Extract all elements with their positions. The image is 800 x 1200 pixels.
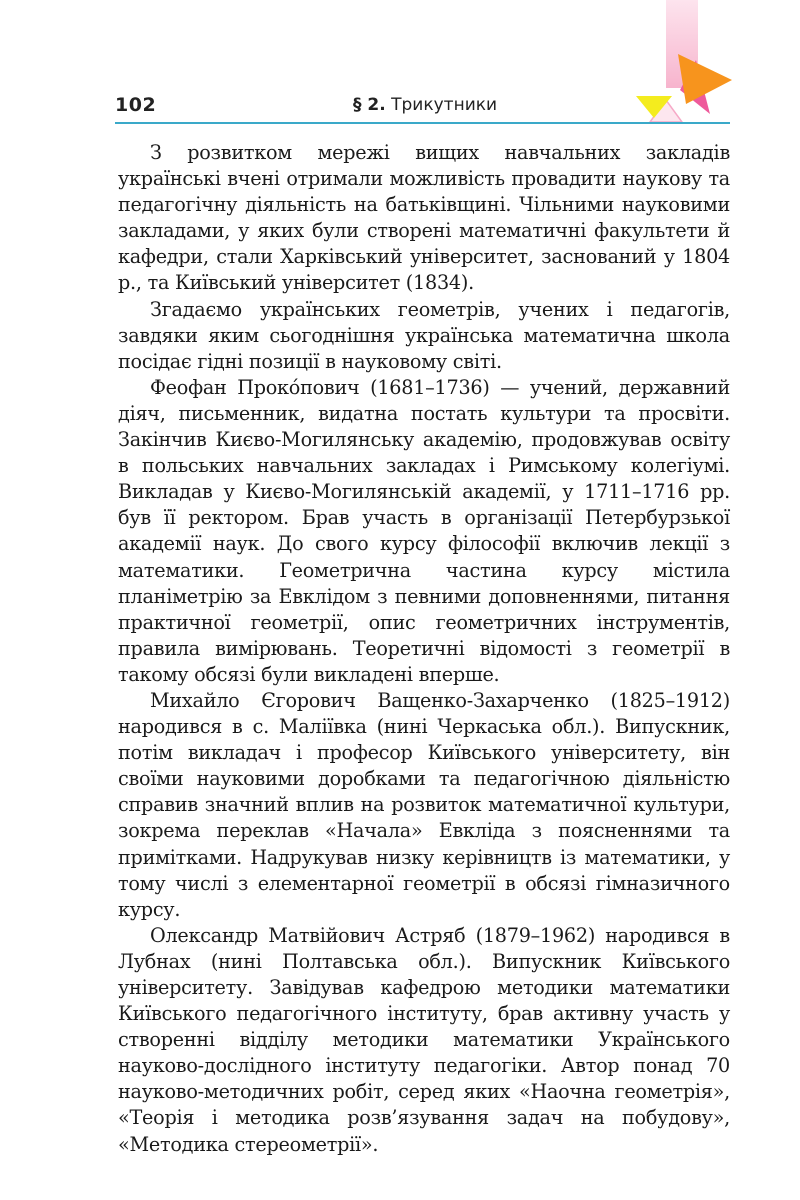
section-title-text: Трикутники	[391, 95, 498, 115]
paragraph-astriab: Олександр Матвійович Астряб (1879–1962) народився в Лубнах (нині Полтавська обл.). Випускник Київського університету. Завідував кафедрою методики математики Київського педагогічного інституту, брав активну участь у створенні відділу методики математики Українського науково-дослідного інституту педагогіки. Автор понад 70 науково-методичних робіт, серед яких «Наочна геометрія», «Теорія і методика розв’язування задач на побудову», «Методика стереометрії».	[118, 923, 730, 1156]
paragraph-vashchenko-zakharchenko: Михайло Єгорович Ващенко-Захарченко (1825–1912) народився в с. Маліївка (нині Черкаська обл.). Випускник, потім викладач і професор Київського університету, він своїми науковими доробками та педагогічною діяльністю справив значний вплив на розвиток математичної культури, зокрема переклав «Начала» Евкліда з поясненнями та примітками. Надрукував низку керівництв із математики, у тому числі з елементарної геометрії в обсязі гімназичного курсу.	[118, 688, 730, 921]
paragraph-universities: З розвитком мережі вищих навчальних закладів українські вчені отримали можливість провадити наукову та педагогічну діяльність на батьківщині. Чільними науковими закладами, у яких були створені математичні факультети й кафедри, стали Харківський університет, заснований у 1804 р., та Київський університет (1834).	[118, 141, 730, 295]
decorative-triangles-graphic	[636, 52, 732, 124]
paragraph-intro-geometers: Згадаємо українських геометрів, учених і педагогів, завдяки яким сьогоднішня українська математична школа посідає гідні позиції в науковому світі.	[118, 297, 730, 373]
page-number: 102	[115, 94, 157, 116]
section-number: § 2.	[353, 95, 386, 115]
main-text	[118, 140, 730, 1158]
running-section-title	[353, 95, 497, 115]
paragraph-prokopovych: Феофан Проко́пович (1681–1736) — учений, державний діяч, письменник, видатна постать культури та просвіти. Закінчив Києво-Могилянську академію, продовжував освіту в польських навчальних закладах і Римському колегіумі. Викладав у Києво-Могилянській академії, у 1711–1716 рр. був її ректором. Брав участь в організації Петербурзької академії наук. До свого курсу філософії включив лекції з математики. Геометрична частина курсу містила планіметрію за Евклідом з певними доповненнями, питання практичної геометрії, опис геометричних інструментів, правила вимірювань. Теоретичні відомості з геометрії в такому обсязі були викладені вперше.	[118, 375, 730, 686]
header-divider	[115, 122, 730, 124]
